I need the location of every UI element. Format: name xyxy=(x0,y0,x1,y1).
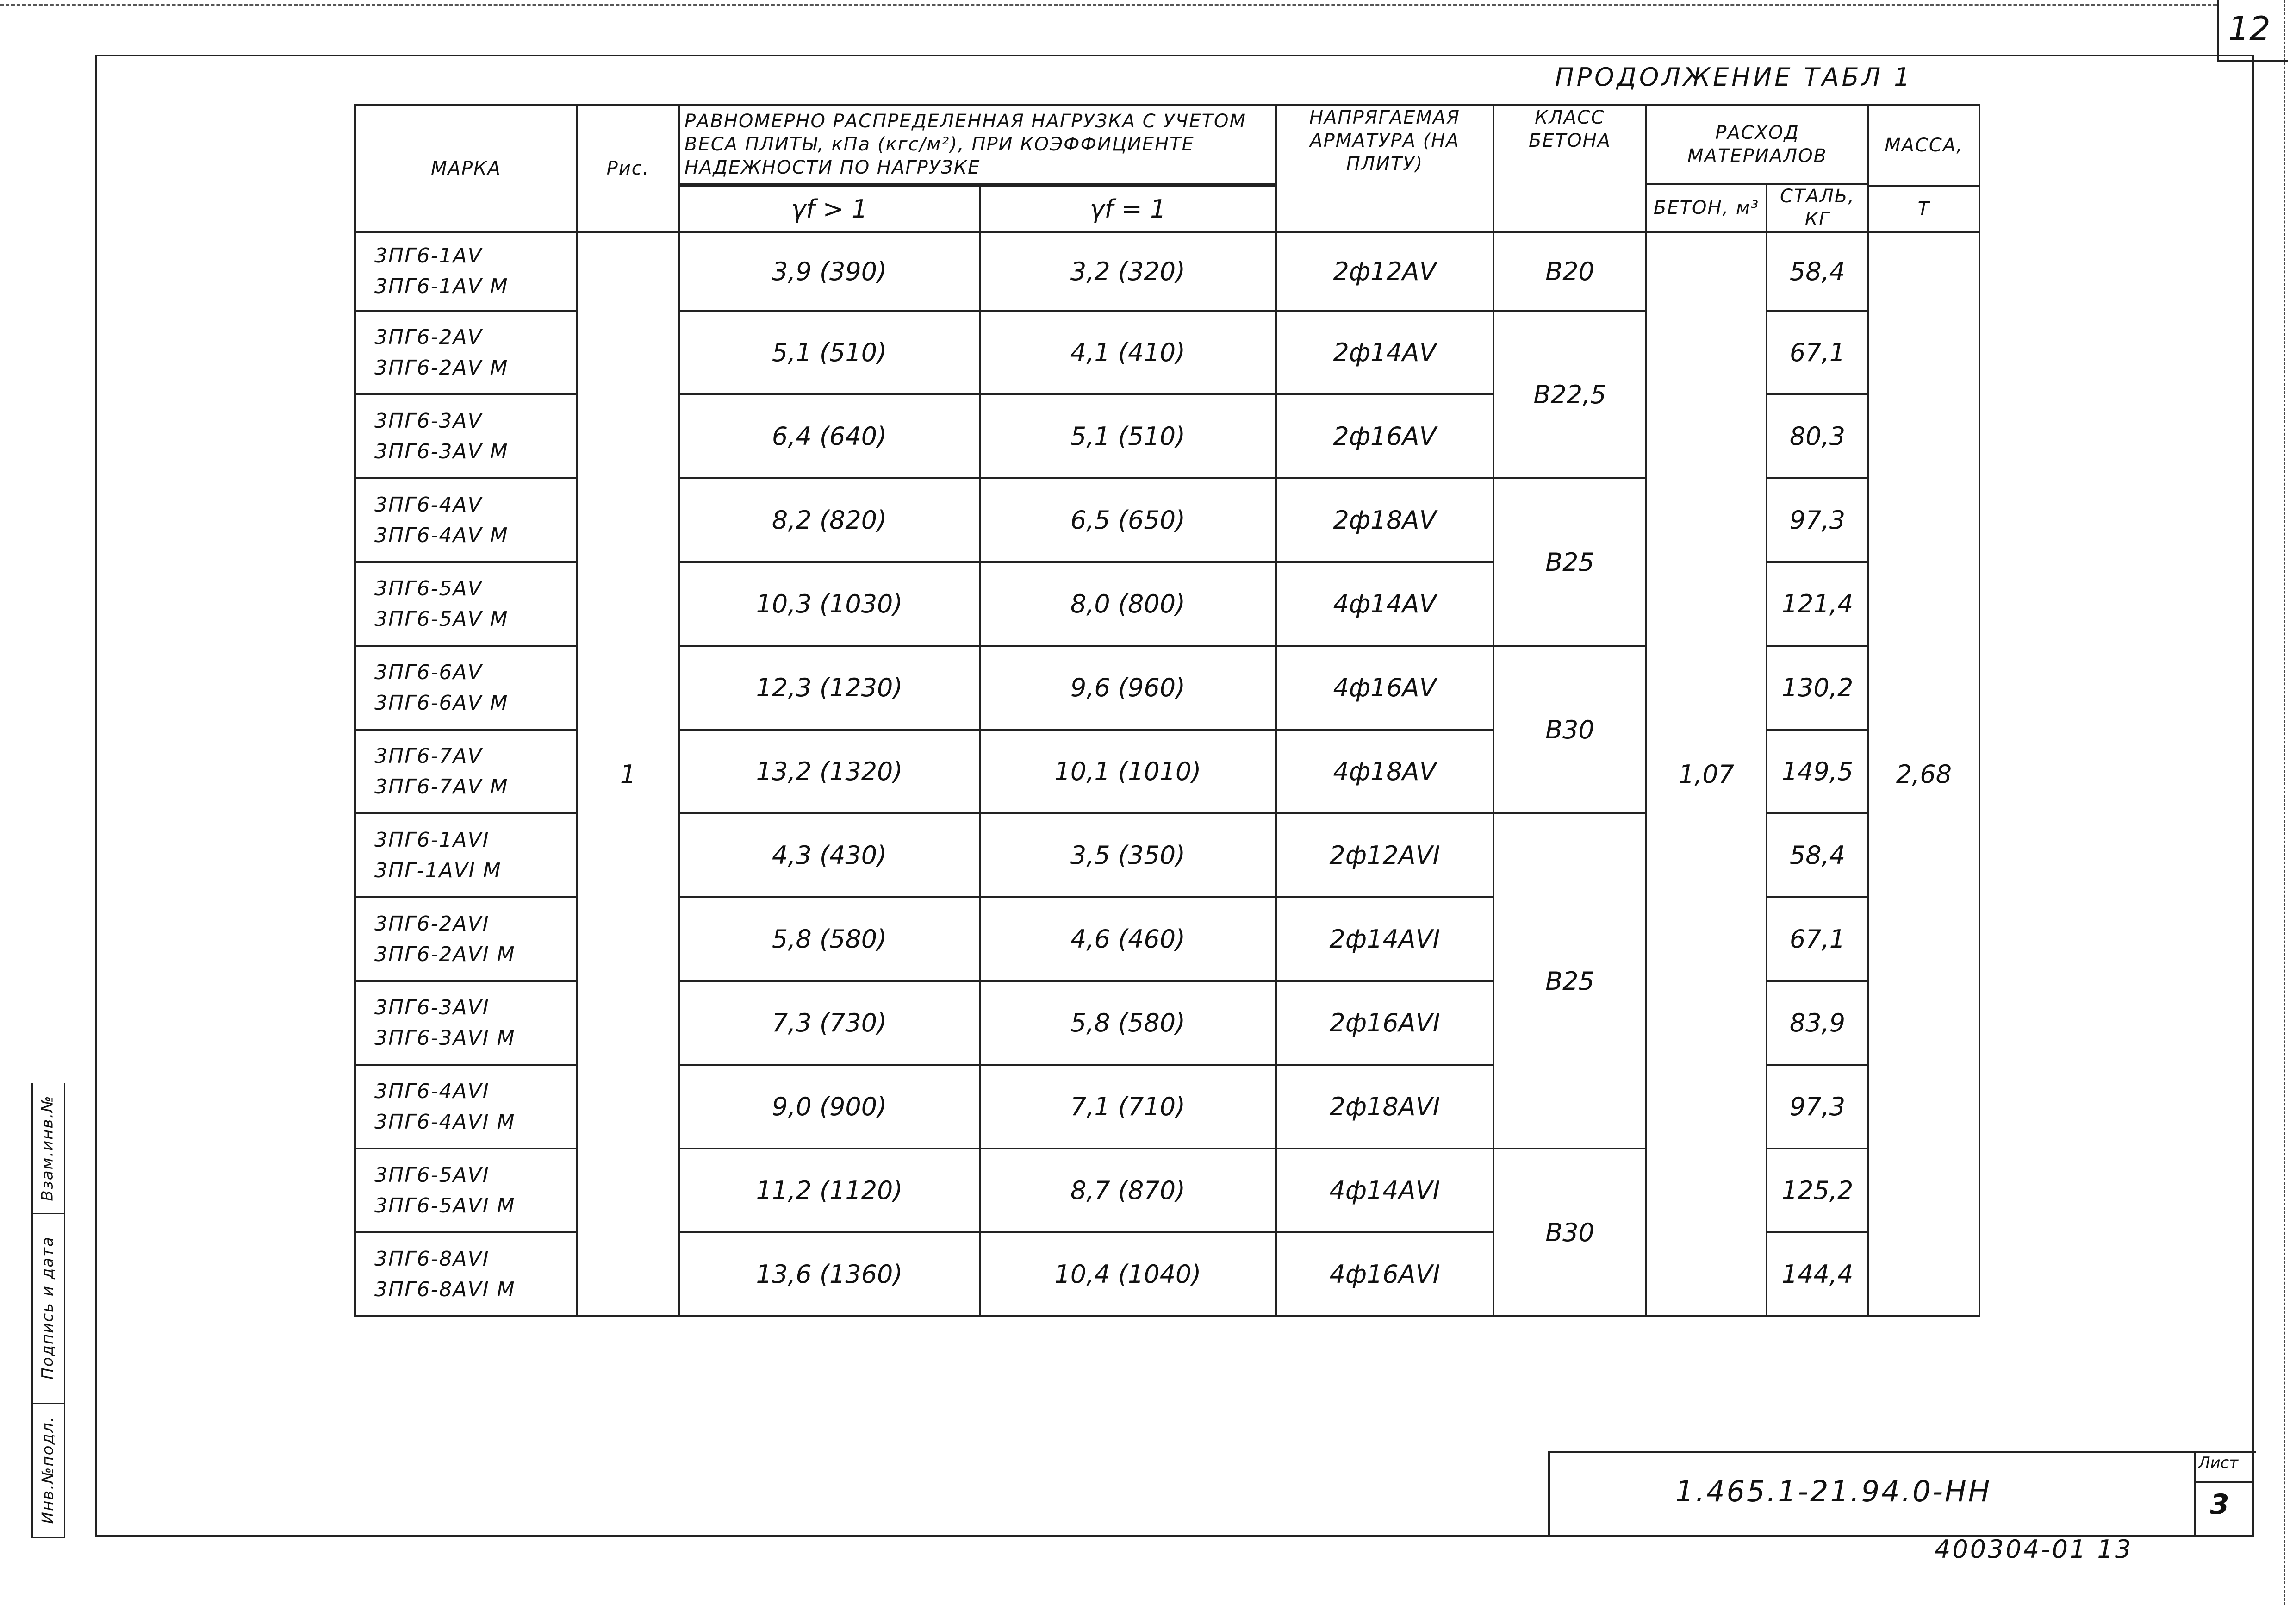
steel-cell: 121,4 xyxy=(1767,562,1868,646)
load-gt1-cell: 13,6 (1360) xyxy=(679,1232,980,1316)
frame-border-top xyxy=(95,55,2254,56)
rebar-cell: 4ф16АVI xyxy=(1276,1232,1493,1316)
steel-cell: 149,5 xyxy=(1767,730,1868,813)
table-row-mark: 3ПГ6-5АV 3ПГ6-5АV М xyxy=(355,562,577,646)
header-fig: Рис. xyxy=(577,105,679,232)
steel-cell: 97,3 xyxy=(1767,1065,1868,1149)
concrete-volume-cell: 1,07 xyxy=(1646,232,1767,1316)
table-row-mark: 3ПГ6-1АV 3ПГ6-1АV М xyxy=(355,232,577,311)
load-eq1-cell: 4,1 (410) xyxy=(980,311,1276,394)
spec-table xyxy=(354,104,1980,1317)
load-gt1-cell: 11,2 (1120) xyxy=(679,1149,980,1232)
rebar-cell: 2ф12АVI xyxy=(1276,813,1493,897)
table-row-mark: 3ПГ6-5АVI 3ПГ6-5АVI М xyxy=(355,1149,577,1232)
table-row-mark: 3ПГ6-4АVI 3ПГ6-4АVI М xyxy=(355,1065,577,1149)
steel-cell: 67,1 xyxy=(1767,311,1868,394)
table-continuation-label: ПРОДОЛЖЕНИЕ ТАБЛ 1 xyxy=(1555,62,1913,92)
sheet-label: Лист xyxy=(2198,1454,2239,1472)
table-row-mark: 3ПГ6-8АVI 3ПГ6-8АVI М xyxy=(355,1232,577,1316)
steel-cell: 80,3 xyxy=(1767,394,1868,478)
steel-cell: 58,4 xyxy=(1767,813,1868,897)
header-steel-kg: СТАЛЬ, КГ xyxy=(1767,184,1868,232)
load-gt1-cell: 5,8 (580) xyxy=(679,897,980,981)
header-gamma-eq1: γf = 1 xyxy=(980,186,1276,232)
header-concrete-class: КЛАСС БЕТОНА xyxy=(1493,105,1646,232)
concrete-class-cell: В22,5 xyxy=(1493,311,1646,478)
load-eq1-cell: 6,5 (650) xyxy=(980,478,1276,562)
title-block-divider xyxy=(2194,1451,2196,1535)
table-row-mark: 3ПГ6-2АVI 3ПГ6-2АVI М xyxy=(355,897,577,981)
load-gt1-cell: 13,2 (1320) xyxy=(679,730,980,813)
rebar-cell: 4ф14АVI xyxy=(1276,1149,1493,1232)
load-eq1-cell: 10,1 (1010) xyxy=(980,730,1276,813)
load-gt1-cell: 10,3 (1030) xyxy=(679,562,980,646)
load-eq1-cell: 5,1 (510) xyxy=(980,394,1276,478)
steel-cell: 125,2 xyxy=(1767,1149,1868,1232)
header-mass-unit: Т xyxy=(1868,186,1979,232)
sheet-number: 12 xyxy=(2228,9,2271,48)
header-rebar: НАПРЯГАЕМАЯ АРМАТУРА (НА ПЛИТУ) xyxy=(1276,105,1493,232)
load-eq1-cell: 3,5 (350) xyxy=(980,813,1276,897)
rebar-cell: 2ф16АVI xyxy=(1276,981,1493,1065)
load-eq1-cell: 7,1 (710) xyxy=(980,1065,1276,1149)
document-code: 1.465.1-21.94.0-НН xyxy=(1675,1474,1992,1508)
table-row-mark: 3ПГ6-2АV 3ПГ6-2АV М xyxy=(355,311,577,394)
rebar-cell: 2ф18АVI xyxy=(1276,1065,1493,1149)
load-gt1-cell: 12,3 (1230) xyxy=(679,646,980,730)
rebar-cell: 2ф14АV xyxy=(1276,311,1493,394)
load-gt1-cell: 3,9 (390) xyxy=(679,232,980,311)
load-gt1-cell: 4,3 (430) xyxy=(679,813,980,897)
load-gt1-cell: 7,3 (730) xyxy=(679,981,980,1065)
mass-cell: 2,68 xyxy=(1868,232,1979,1316)
steel-cell: 83,9 xyxy=(1767,981,1868,1065)
table-row-mark: 3ПГ6-1АVI 3ПГ-1АVI М xyxy=(355,813,577,897)
load-gt1-cell: 8,2 (820) xyxy=(679,478,980,562)
load-eq1-cell: 8,7 (870) xyxy=(980,1149,1276,1232)
concrete-class-cell: В25 xyxy=(1493,813,1646,1149)
load-eq1-cell: 8,0 (800) xyxy=(980,562,1276,646)
header-materials: РАСХОД МАТЕРИАЛОВ xyxy=(1646,105,1868,184)
title-block-sheet-separator xyxy=(2194,1481,2252,1483)
table-row-mark: 3ПГ6-3АVI 3ПГ6-3АVI М xyxy=(355,981,577,1065)
top-edge-dashes xyxy=(0,4,2217,6)
table-row-mark: 3ПГ6-7АV 3ПГ6-7АV М xyxy=(355,730,577,813)
header-mass: МАССА, xyxy=(1868,105,1979,186)
table-row-mark: 3ПГ6-4АV 3ПГ6-4АV М xyxy=(355,478,577,562)
steel-cell: 97,3 xyxy=(1767,478,1868,562)
load-gt1-cell: 9,0 (900) xyxy=(679,1065,980,1149)
concrete-class-cell: В25 xyxy=(1493,478,1646,646)
load-gt1-cell: 6,4 (640) xyxy=(679,394,980,478)
frame-border-right xyxy=(2252,55,2254,1536)
header-load: РАВНОМЕРНО РАСПРЕДЕЛЕННАЯ НАГРУЗКА С УЧЕТОМ ВЕСА ПЛИТЫ, кПа (кгс/м²), ПРИ КОЭФФИЦИЕНТЕ НАДЕЖНОСТИ ПО НАГРУЗКЕ xyxy=(679,105,1276,184)
concrete-class-cell: В20 xyxy=(1493,232,1646,311)
rebar-cell: 2ф16АV xyxy=(1276,394,1493,478)
steel-cell: 130,2 xyxy=(1767,646,1868,730)
side-stamp-sign-date: Подпись и дата xyxy=(31,1213,65,1404)
side-stamp-inv-orig: Инв.№подл. xyxy=(31,1403,65,1538)
concrete-class-cell: В30 xyxy=(1493,1149,1646,1316)
sheet-value: 3 xyxy=(2210,1488,2229,1521)
header-concrete-m3: БЕТОН, м³ xyxy=(1646,184,1767,232)
load-eq1-cell: 10,4 (1040) xyxy=(980,1232,1276,1316)
load-eq1-cell: 9,6 (960) xyxy=(980,646,1276,730)
table-row-mark: 3ПГ6-6АV 3ПГ6-6АV М xyxy=(355,646,577,730)
rebar-cell: 2ф18АV xyxy=(1276,478,1493,562)
table-row-mark: 3ПГ6-3АV 3ПГ6-3АV М xyxy=(355,394,577,478)
load-eq1-cell: 5,8 (580) xyxy=(980,981,1276,1065)
load-eq1-cell: 3,2 (320) xyxy=(980,232,1276,311)
header-gamma-gt1: γf > 1 xyxy=(679,186,980,232)
archive-number: 400304-01 13 xyxy=(1935,1535,2133,1564)
concrete-class-cell: В30 xyxy=(1493,646,1646,813)
load-gt1-cell: 5,1 (510) xyxy=(679,311,980,394)
steel-cell: 58,4 xyxy=(1767,232,1868,311)
steel-cell: 67,1 xyxy=(1767,897,1868,981)
rebar-cell: 4ф18АV xyxy=(1276,730,1493,813)
rebar-cell: 4ф16АV xyxy=(1276,646,1493,730)
fig-cell: 1 xyxy=(577,232,679,1316)
right-edge-line xyxy=(2284,0,2285,1605)
side-stamp-replace-inv: Взам.инв.№ xyxy=(31,1083,65,1214)
rebar-cell: 2ф14АVI xyxy=(1276,897,1493,981)
header-mark: МАРКА xyxy=(355,105,577,232)
rebar-cell: 4ф14АV xyxy=(1276,562,1493,646)
load-eq1-cell: 4,6 (460) xyxy=(980,897,1276,981)
steel-cell: 144,4 xyxy=(1767,1232,1868,1316)
rebar-cell: 2ф12АV xyxy=(1276,232,1493,311)
